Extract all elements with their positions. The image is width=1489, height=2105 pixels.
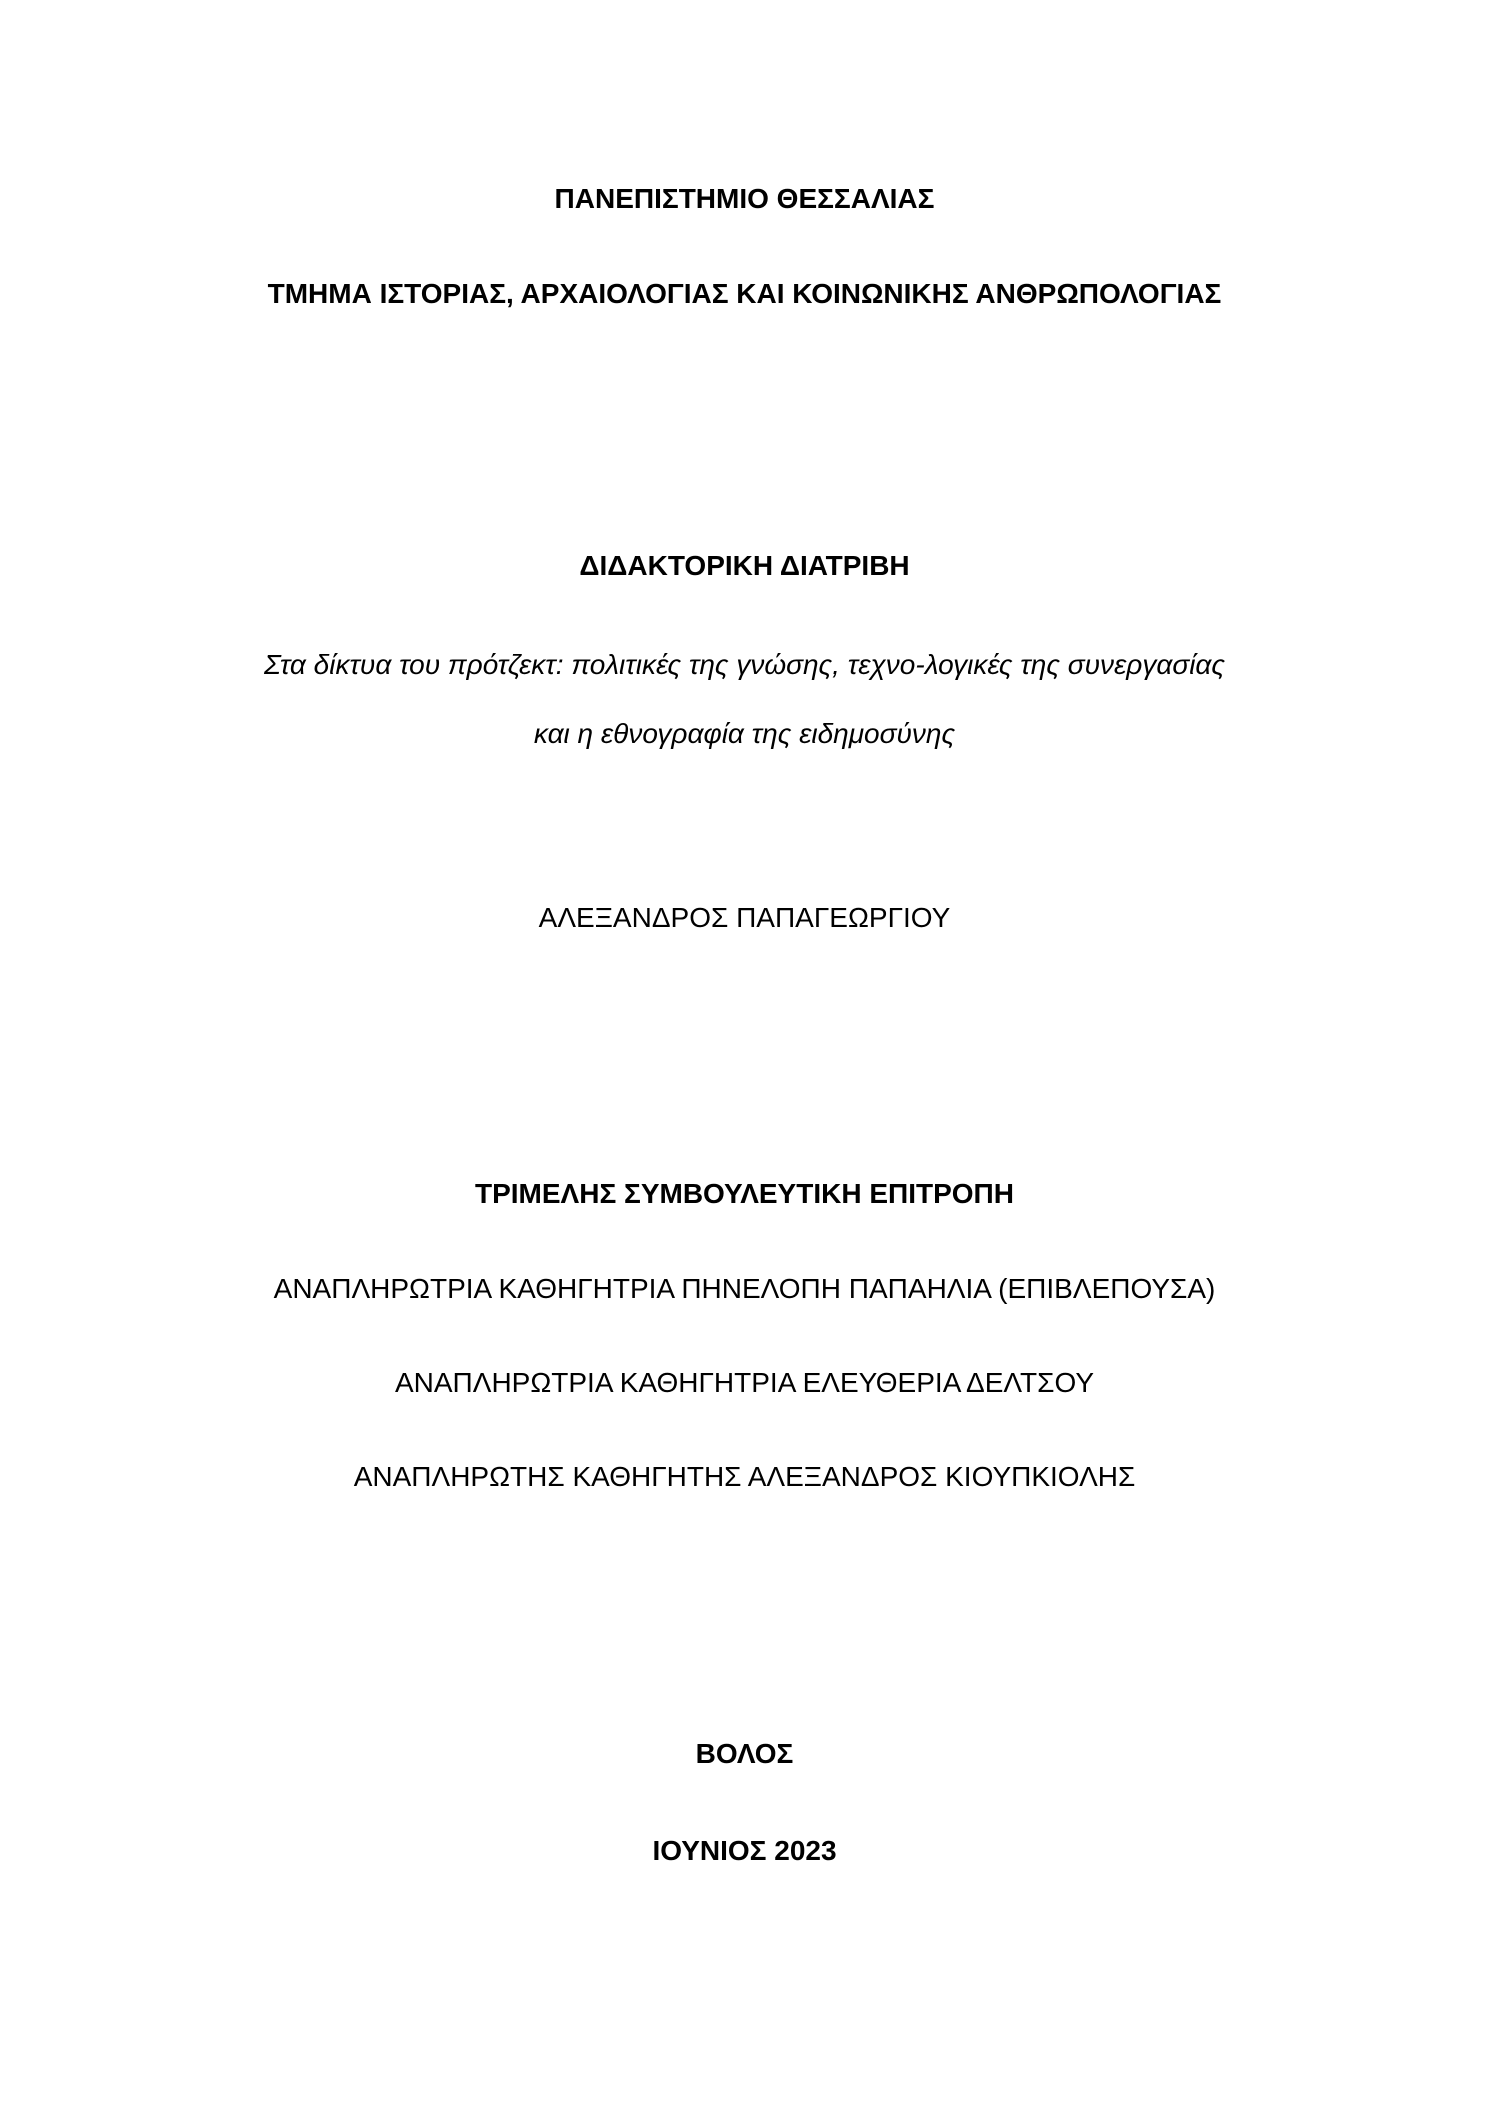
publication-date: ΙΟΥΝΙΟΣ 2023 [652, 1835, 837, 1866]
department-name: ΤΜΗΜΑ ΙΣΤΟΡΙΑΣ, ΑΡΧΑΙΟΛΟΓΙΑΣ ΚΑΙ ΚΟΙΝΩΝΙΚΗΣ ΑΝΘΡΩΠΟΛΟΓΙΑΣ [267, 278, 1222, 309]
author-name: ΑΛΕΞΑΝΔΡΟΣ ΠΑΠΑΓΕΩΡΓΙΟΥ [538, 902, 951, 933]
committee-member-3: ΑΝΑΠΛΗΡΩΤΗΣ ΚΑΘΗΓΗΤΗΣ ΑΛΕΞΑΝΔΡΟΣ ΚΙΟΥΠΚΙΟΛΗΣ [353, 1461, 1136, 1492]
place-name: ΒΟΛΟΣ [695, 1738, 794, 1769]
thesis-title-line-1: Στα δίκτυα του πρότζεκτ: πολιτικές της γνώσης, τεχνο-λογικές της συνεργασίας [263, 649, 1226, 680]
committee-member-1: ΑΝΑΠΛΗΡΩΤΡΙΑ ΚΑΘΗΓΗΤΡΙΑ ΠΗΝΕΛΟΠΗ ΠΑΠΑΗΛΙΑ (ΕΠΙΒΛΕΠΟΥΣΑ) [273, 1273, 1216, 1304]
thesis-title-line-2: και η εθνογραφία της ειδημοσύνης [533, 718, 956, 749]
thesis-type: ΔΙΔΑΚΤΟΡΙΚΗ ΔΙΑΤΡΙΒΗ [579, 550, 910, 581]
university-name: ΠΑΝΕΠΙΣΤΗΜΙΟ ΘΕΣΣΑΛΙΑΣ [554, 183, 935, 214]
committee-member-2: ΑΝΑΠΛΗΡΩΤΡΙΑ ΚΑΘΗΓΗΤΡΙΑ ΕΛΕΥΘΕΡΙΑ ΔΕΛΤΣΟΥ [394, 1367, 1095, 1398]
committee-heading: ΤΡΙΜΕΛΗΣ ΣΥΜΒΟΥΛΕΥΤΙΚΗ ΕΠΙΤΡΟΠΗ [475, 1178, 1014, 1209]
